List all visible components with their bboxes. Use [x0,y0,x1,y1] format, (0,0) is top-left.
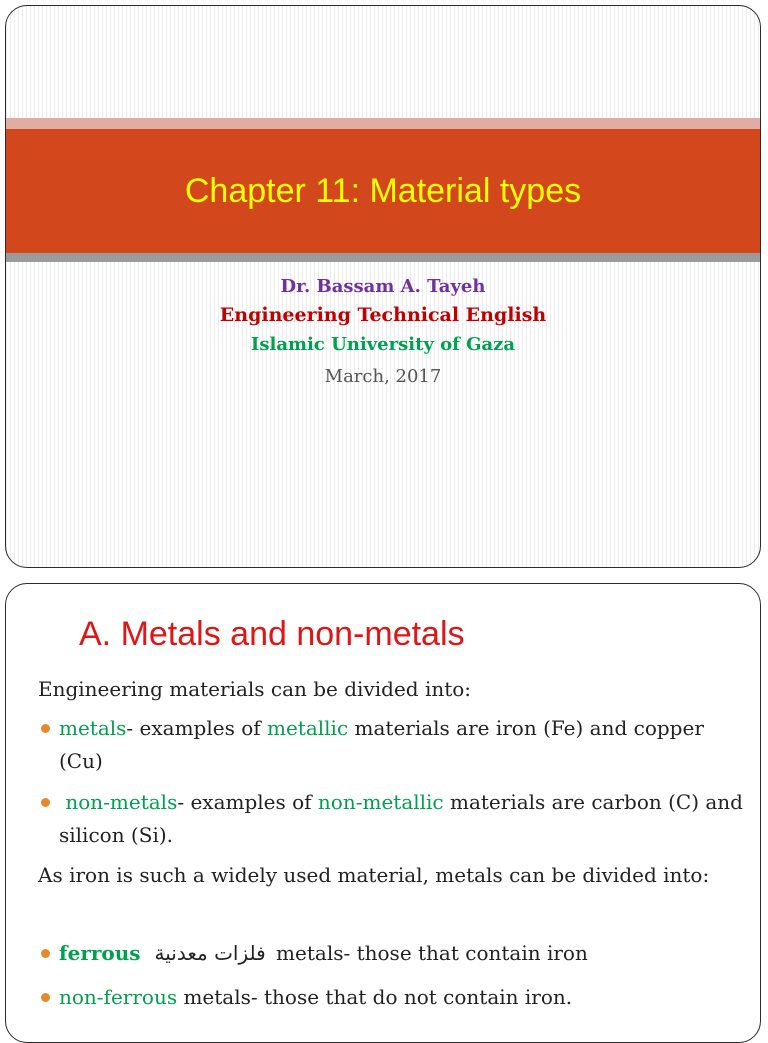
bullet-text: metals- those that contain iron [269,941,588,965]
author-name: Dr. Bassam A. Tayeh [280,276,486,297]
content-slide [5,583,761,1043]
presentation-date: March, 2017 [324,366,442,387]
term-non-metallic: non-metallic [317,790,444,814]
course-name: Engineering Technical English [219,304,547,326]
term-metals: metals [59,716,127,740]
bullet-dot-icon [41,993,50,1002]
slide-title: Chapter 11: Material types [184,171,582,210]
arabic-term: فلزات معدنية [154,941,266,965]
bullet-dot-icon [41,724,50,733]
bullet-dot-icon [41,949,50,958]
bullet-dot-icon [41,798,50,807]
term-non-ferrous: non-ferrous [59,985,178,1009]
bullet-ferrous [38,937,750,970]
title-band [6,129,760,253]
university-name: Islamic University of Gaza [250,334,516,355]
title-slide [5,5,761,568]
bullet-non-metals [38,786,750,852]
term-non-metals: non-metals [65,790,178,814]
bullet-text: - examples of [177,790,318,814]
bullet-metals [38,712,750,778]
paragraph-text: As iron is such a widely used material, metals can be divided into: [38,863,710,887]
term-metallic: metallic [267,716,349,740]
title-band-top-stripe [6,118,760,129]
section-heading: A. Metals and non-metals [79,615,465,653]
intro-text: Engineering materials can be divided into: [38,677,472,701]
title-band-bottom-stripe [6,253,760,262]
term-ferrous: ferrous [59,941,141,965]
bullet-text: materials are carbon (C) and silicon (Si). [59,790,743,847]
bullet-text: materials are iron (Fe) and copper (Cu) [59,716,704,773]
bullet-text: metals- those that do not contain iron. [177,985,573,1009]
bullet-non-ferrous [38,981,750,1014]
bullet-text: - examples of [126,716,267,740]
